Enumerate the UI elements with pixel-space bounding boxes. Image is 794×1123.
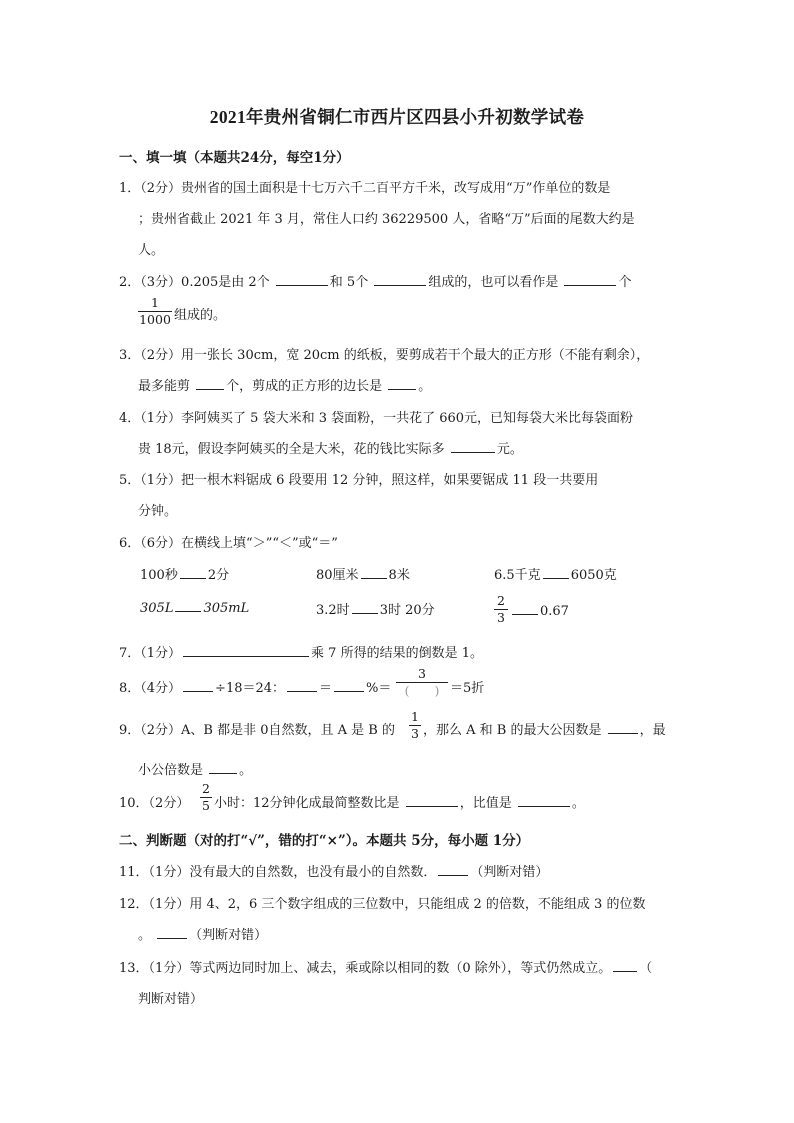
q2-text-mid2: 组成的，也可以看作是	[428, 275, 563, 290]
q8-blank-3[interactable]	[334, 679, 364, 692]
q6-c6-fraction	[494, 594, 508, 625]
q10-text-mid2: ，比值是	[459, 796, 516, 811]
q6-c3-left: 6.5千克	[494, 568, 541, 583]
q13-blank[interactable]	[613, 959, 637, 972]
q6-c6-blank[interactable]	[512, 602, 538, 615]
q8-text-p3: %＝	[366, 681, 392, 696]
q11-line	[119, 861, 548, 880]
q6-compare-6	[510, 602, 569, 619]
q9-frac-num: 1	[411, 709, 419, 724]
q6-c1-blank[interactable]	[180, 566, 206, 579]
q8-blank-1[interactable]	[183, 679, 213, 692]
q7-text-post: 乘 7 所得的结果的倒数是 1。	[311, 646, 483, 661]
q5-line1: 5．（1分）把一根木料锯成 6 段要用 12 分钟，照这样，如果要锯成 11 段一共要用	[119, 473, 599, 488]
q3-text-b: 个，剪成的正方形的边长是	[226, 379, 387, 394]
q2-blank-3[interactable]	[564, 273, 616, 286]
q13-line1	[119, 957, 652, 976]
q10-blank-1[interactable]	[406, 794, 458, 807]
q9-line1-rest	[423, 719, 666, 738]
q7-text-pre: 7．（1分）	[119, 646, 182, 661]
q6-c1-right: 2分	[207, 568, 230, 583]
q1-line2: ；贵州省截止 2021 年 3 月，常住人口约 36229500 人，省略“万”后面的尾数大约是	[138, 212, 635, 227]
q10-text-end: 。	[571, 796, 585, 811]
q9-frac-den: 3	[411, 726, 419, 741]
q8-text-pre: 8．（4分）	[119, 681, 182, 696]
q6-c2-left: 80厘米	[316, 568, 359, 583]
q6-c5-left: 3.2时	[316, 603, 350, 618]
q10-line-rest	[214, 792, 585, 811]
q6-c2-right: 8米	[388, 568, 410, 583]
q9-blank-1[interactable]	[608, 721, 638, 734]
section-1-heading: 一、填一填（本题共24分，每空1分）	[119, 150, 350, 166]
q6-compare-2	[316, 564, 410, 583]
q6-compare-4	[140, 599, 249, 616]
q4-blank[interactable]	[451, 440, 495, 453]
q9-text-post: ，那么 A 和 B 的最大公因数是	[423, 723, 606, 738]
q8-blank-2[interactable]	[287, 679, 317, 692]
q6-c6-frac-den: 3	[497, 610, 505, 625]
q10-text-pre: 10．（2分）	[119, 796, 190, 811]
q12-text-line2a: 。	[138, 928, 156, 943]
q9-text-post2: ，最	[639, 723, 666, 738]
q12-blank[interactable]	[157, 926, 187, 939]
q8-text-p4: ＝5折	[450, 681, 485, 696]
q4-text-b: 元。	[496, 442, 523, 457]
q6-c4-left: 305L	[140, 601, 174, 616]
q10-text-mid: 小时：12分钟化成最简整数比是	[214, 796, 404, 811]
q9-blank-2[interactable]	[209, 761, 237, 774]
q2-frac-den: 1000	[139, 312, 171, 327]
q2-text-end2: 组成的。	[174, 308, 227, 323]
q12-text-line2b: （判断对错）	[189, 928, 268, 943]
q6-compare-3	[494, 564, 617, 583]
q6-c4-blank[interactable]	[175, 599, 201, 612]
q3-line2	[138, 375, 431, 394]
q8-text-p1: ÷18＝24：	[215, 681, 286, 696]
q3-line1: 3．（2分）用一张长 30cm，宽 20cm 的纸板，要剪成若干个最大的正方形（不能有剩余），	[119, 348, 650, 363]
q3-blank-1[interactable]	[196, 377, 224, 390]
q5-line2: 分钟。	[138, 504, 178, 519]
q8-text-p2: ＝	[319, 681, 333, 696]
q9-text-pre: 9．（2分）A、B 都是非 0自然数，且 A 是 B 的	[119, 723, 395, 738]
q6-compare-1	[140, 564, 229, 583]
q9-fraction	[409, 710, 421, 741]
q3-text-c: 。	[418, 379, 432, 394]
q7-blank[interactable]	[183, 644, 309, 657]
q7-line	[119, 642, 483, 661]
q2-blank-2[interactable]	[374, 273, 426, 286]
q6-line1: 6．（6分）在横线上填“＞”“＜”或“＝”	[119, 536, 338, 551]
q10-frac-den: 5	[202, 798, 210, 813]
q1-line1: 1．（2分）贵州省的国土面积是十七万六千二百平方千米，改写成用“万”作单位的数是	[119, 181, 611, 196]
q3-text-a: 最多能剪	[138, 379, 195, 394]
q6-c3-right: 6050克	[570, 568, 617, 583]
q10-blank-2[interactable]	[518, 794, 570, 807]
q6-c4-right: 305mL	[203, 601, 250, 616]
q9-text-line2a: 小公倍数是	[138, 763, 208, 778]
q6-c5-blank[interactable]	[352, 601, 378, 614]
q6-c1-left: 100秒	[140, 568, 178, 583]
q1-line3: 人。	[138, 243, 165, 258]
q11-blank[interactable]	[438, 863, 468, 876]
q4-text-a: 贵 18元，假设李阿姨买的全是大米，花的钱比实际多	[138, 442, 449, 457]
q13-line2: 判断对错）	[138, 992, 204, 1007]
q8-frac-num: 3	[418, 666, 426, 681]
q11-text-post: （判断对错）	[470, 865, 549, 880]
q10-frac-num: 2	[202, 781, 210, 796]
q8-line	[119, 677, 391, 696]
q2-text-end1: 个	[618, 275, 632, 290]
q2-line	[119, 271, 632, 290]
q11-text-pre: 11．（1分）没有最大的自然数，也没有最小的自然数．	[119, 865, 437, 880]
q3-blank-2[interactable]	[388, 377, 416, 390]
q13-text-line1: 13．（1分）等式两边同时加上、减去，乘或除以相同的数（0 除外），等式仍然成立。	[119, 961, 612, 976]
q9-line2	[138, 759, 252, 778]
q6-c5-right: 3时 20分	[379, 603, 435, 618]
section-2-heading: 二、判断题（对的打“√”，错的打“×”）。本题共 5分，每小题 1分）	[119, 833, 530, 849]
q9-text-line2b: 。	[239, 763, 253, 778]
q6-c6-frac-num: 2	[497, 593, 505, 608]
q2-fraction	[138, 296, 172, 327]
q2-blank-1[interactable]	[276, 273, 328, 286]
q12-line1: 12．（1分）用 4、2，6 三个数字组成的三位数中，只能组成 2 的倍数，不能组成 3 的位数	[119, 897, 646, 912]
q10-fraction	[200, 782, 212, 813]
q12-line2	[138, 924, 267, 943]
q4-line1: 4．（1分）李阿姨买了 5 袋大米和 3 袋面粉，一共花了 660元，已知每袋大米比每袋面粉	[119, 411, 634, 426]
q6-c2-blank[interactable]	[361, 566, 387, 579]
q6-compare-5	[316, 599, 435, 618]
q8-fraction	[396, 667, 448, 698]
q4-line2	[138, 438, 523, 457]
q13-text-line1b: （	[639, 961, 653, 976]
q2-frac-num: 1	[151, 295, 159, 310]
q2-text-mid1: 和 5个	[329, 275, 373, 290]
page-title: 2021年贵州省铜仁市西片区四县小升初数学试卷	[209, 107, 585, 127]
q2-text-pre: 2．（3分）0.205是由 2个	[119, 275, 274, 290]
q8-frac-den[interactable]: ( )	[404, 683, 440, 698]
q6-c6-right: 0.67	[540, 604, 569, 619]
q6-c3-blank[interactable]	[543, 566, 569, 579]
